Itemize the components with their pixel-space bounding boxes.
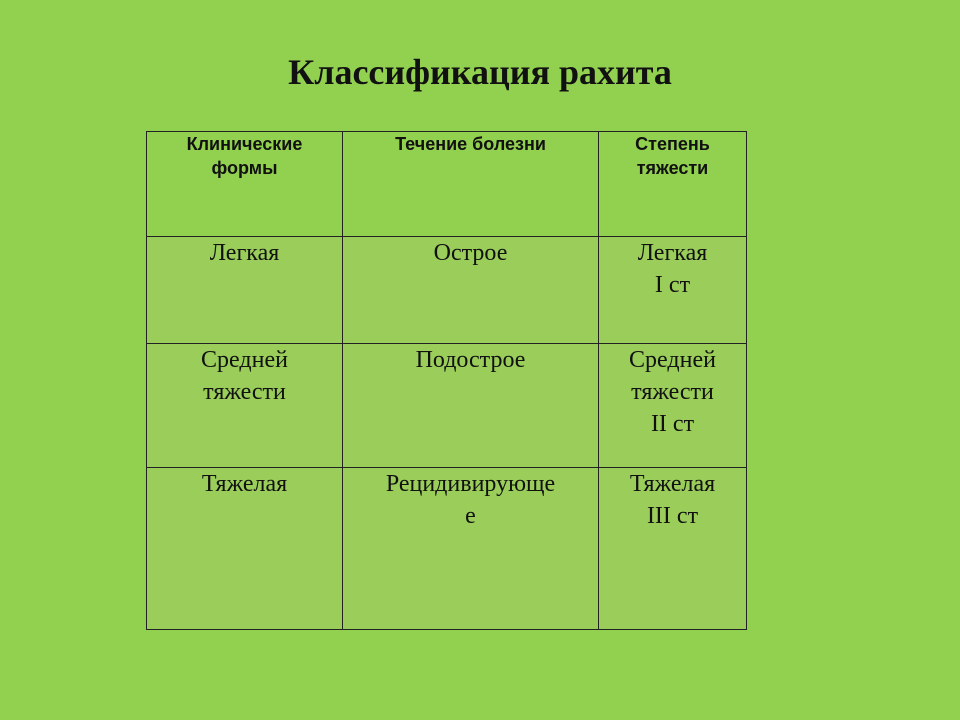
table-header-row <box>147 132 747 237</box>
table-row <box>147 237 747 344</box>
table-cell: Легкая <box>147 237 343 344</box>
table-cell: Тяжелая <box>147 468 343 630</box>
classification-table <box>146 131 747 630</box>
table-row <box>147 344 747 468</box>
table-cell: Тяжелая III ст <box>599 468 747 630</box>
header-cell-disease-course: Течение болезни <box>343 132 599 237</box>
table-cell: Острое <box>343 237 599 344</box>
slide-title: Классификация рахита <box>288 52 672 92</box>
table-cell: Рецидивирующе е <box>343 468 599 630</box>
table-cell: Легкая I ст <box>599 237 747 344</box>
table-cell: Средней тяжести <box>147 344 343 468</box>
header-cell-clinical-forms: Клинические формы <box>147 132 343 237</box>
table-cell: Подострое <box>343 344 599 468</box>
header-cell-severity: Степень тяжести <box>599 132 747 237</box>
table-cell: Средней тяжести II ст <box>599 344 747 468</box>
table-row <box>147 468 747 630</box>
